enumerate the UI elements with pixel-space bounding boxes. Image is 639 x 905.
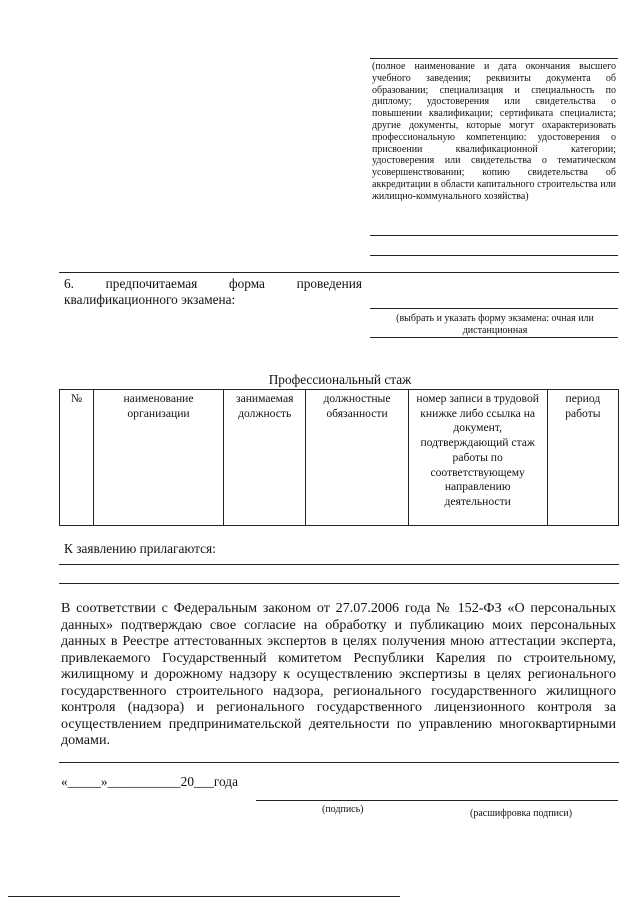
exam-form-label: 6. предпочитаемая форма проведения квалификационного экзамена: bbox=[64, 276, 362, 307]
experience-title: Профессиональный стаж bbox=[268, 372, 412, 387]
column-header-duties: должностные обязанности bbox=[306, 390, 408, 526]
column-header-position: занимаемая должность bbox=[223, 390, 306, 526]
attachments-line-1 bbox=[59, 564, 619, 565]
signature-label: (подпись) bbox=[322, 804, 364, 815]
column-header-period: период работы bbox=[547, 390, 618, 526]
exam-form-field-line bbox=[370, 308, 618, 309]
exam-form-note-underline bbox=[370, 337, 618, 338]
table-row bbox=[60, 390, 619, 526]
footnote-separator bbox=[8, 896, 400, 897]
signature-decoding-label: (расшифровка подписи) bbox=[470, 808, 573, 819]
education-field-line bbox=[370, 58, 618, 59]
attachments-line-2 bbox=[59, 583, 619, 584]
consent-underline bbox=[59, 762, 619, 763]
education-note: (полное наименование и дата окончания высшего учебного заведения; реквизиты документа об образовании; специализация и специальность по диплому; удостоверения или свидетельства о повышении квалификации; сертификата специалиста; другие документы, которые могут охарактеризовать профессиональную компетенцию: удостоверения о присвоении квалификационной категории; удостоверения или свидетельства о тематическом усовершенствовании; копию свидетельства об аккредитации в области капитального строительства или жилищно-коммунального хозяйства) bbox=[372, 61, 616, 202]
education-extra-line bbox=[370, 255, 618, 256]
section-divider bbox=[59, 272, 619, 273]
experience-table bbox=[59, 389, 619, 526]
signature-line bbox=[256, 800, 618, 801]
column-header-number: № bbox=[60, 390, 94, 526]
column-header-organization: наименование организации bbox=[94, 390, 224, 526]
attachments-label: К заявлению прилагаются: bbox=[64, 541, 216, 556]
date-line: «_____»___________20___года bbox=[61, 774, 238, 789]
exam-form-note: (выбрать и указать форму экзамена: очная или дистанционная bbox=[396, 313, 594, 336]
consent-text: В соответствии с Федеральным законом от 27.07.2006 года № 152-ФЗ «О персональных данных» подтверждаю свое согласие на обработку и публикацию моих персональных данных в Реестре аттестованных экспертов в целях получения мною аттестации эксперта, привлекаемого Государственный комитетом Республики Карелия по строительному, жилищному и дорожному надзору к осуществлению экспертизы в целях регионального государственного строительного надзора, регионального государственного жилищного контроля (надзора) и регионального государственного лицензионного контроля за осуществлением предпринимательской деятельности по управлению многоквартирными домами. bbox=[61, 600, 616, 748]
column-header-record: номер записи в трудовой книжке либо ссылка на документ, подтверждающий стаж работы по соответствующему направлению деятельности bbox=[408, 390, 547, 526]
education-note-underline bbox=[370, 235, 618, 236]
